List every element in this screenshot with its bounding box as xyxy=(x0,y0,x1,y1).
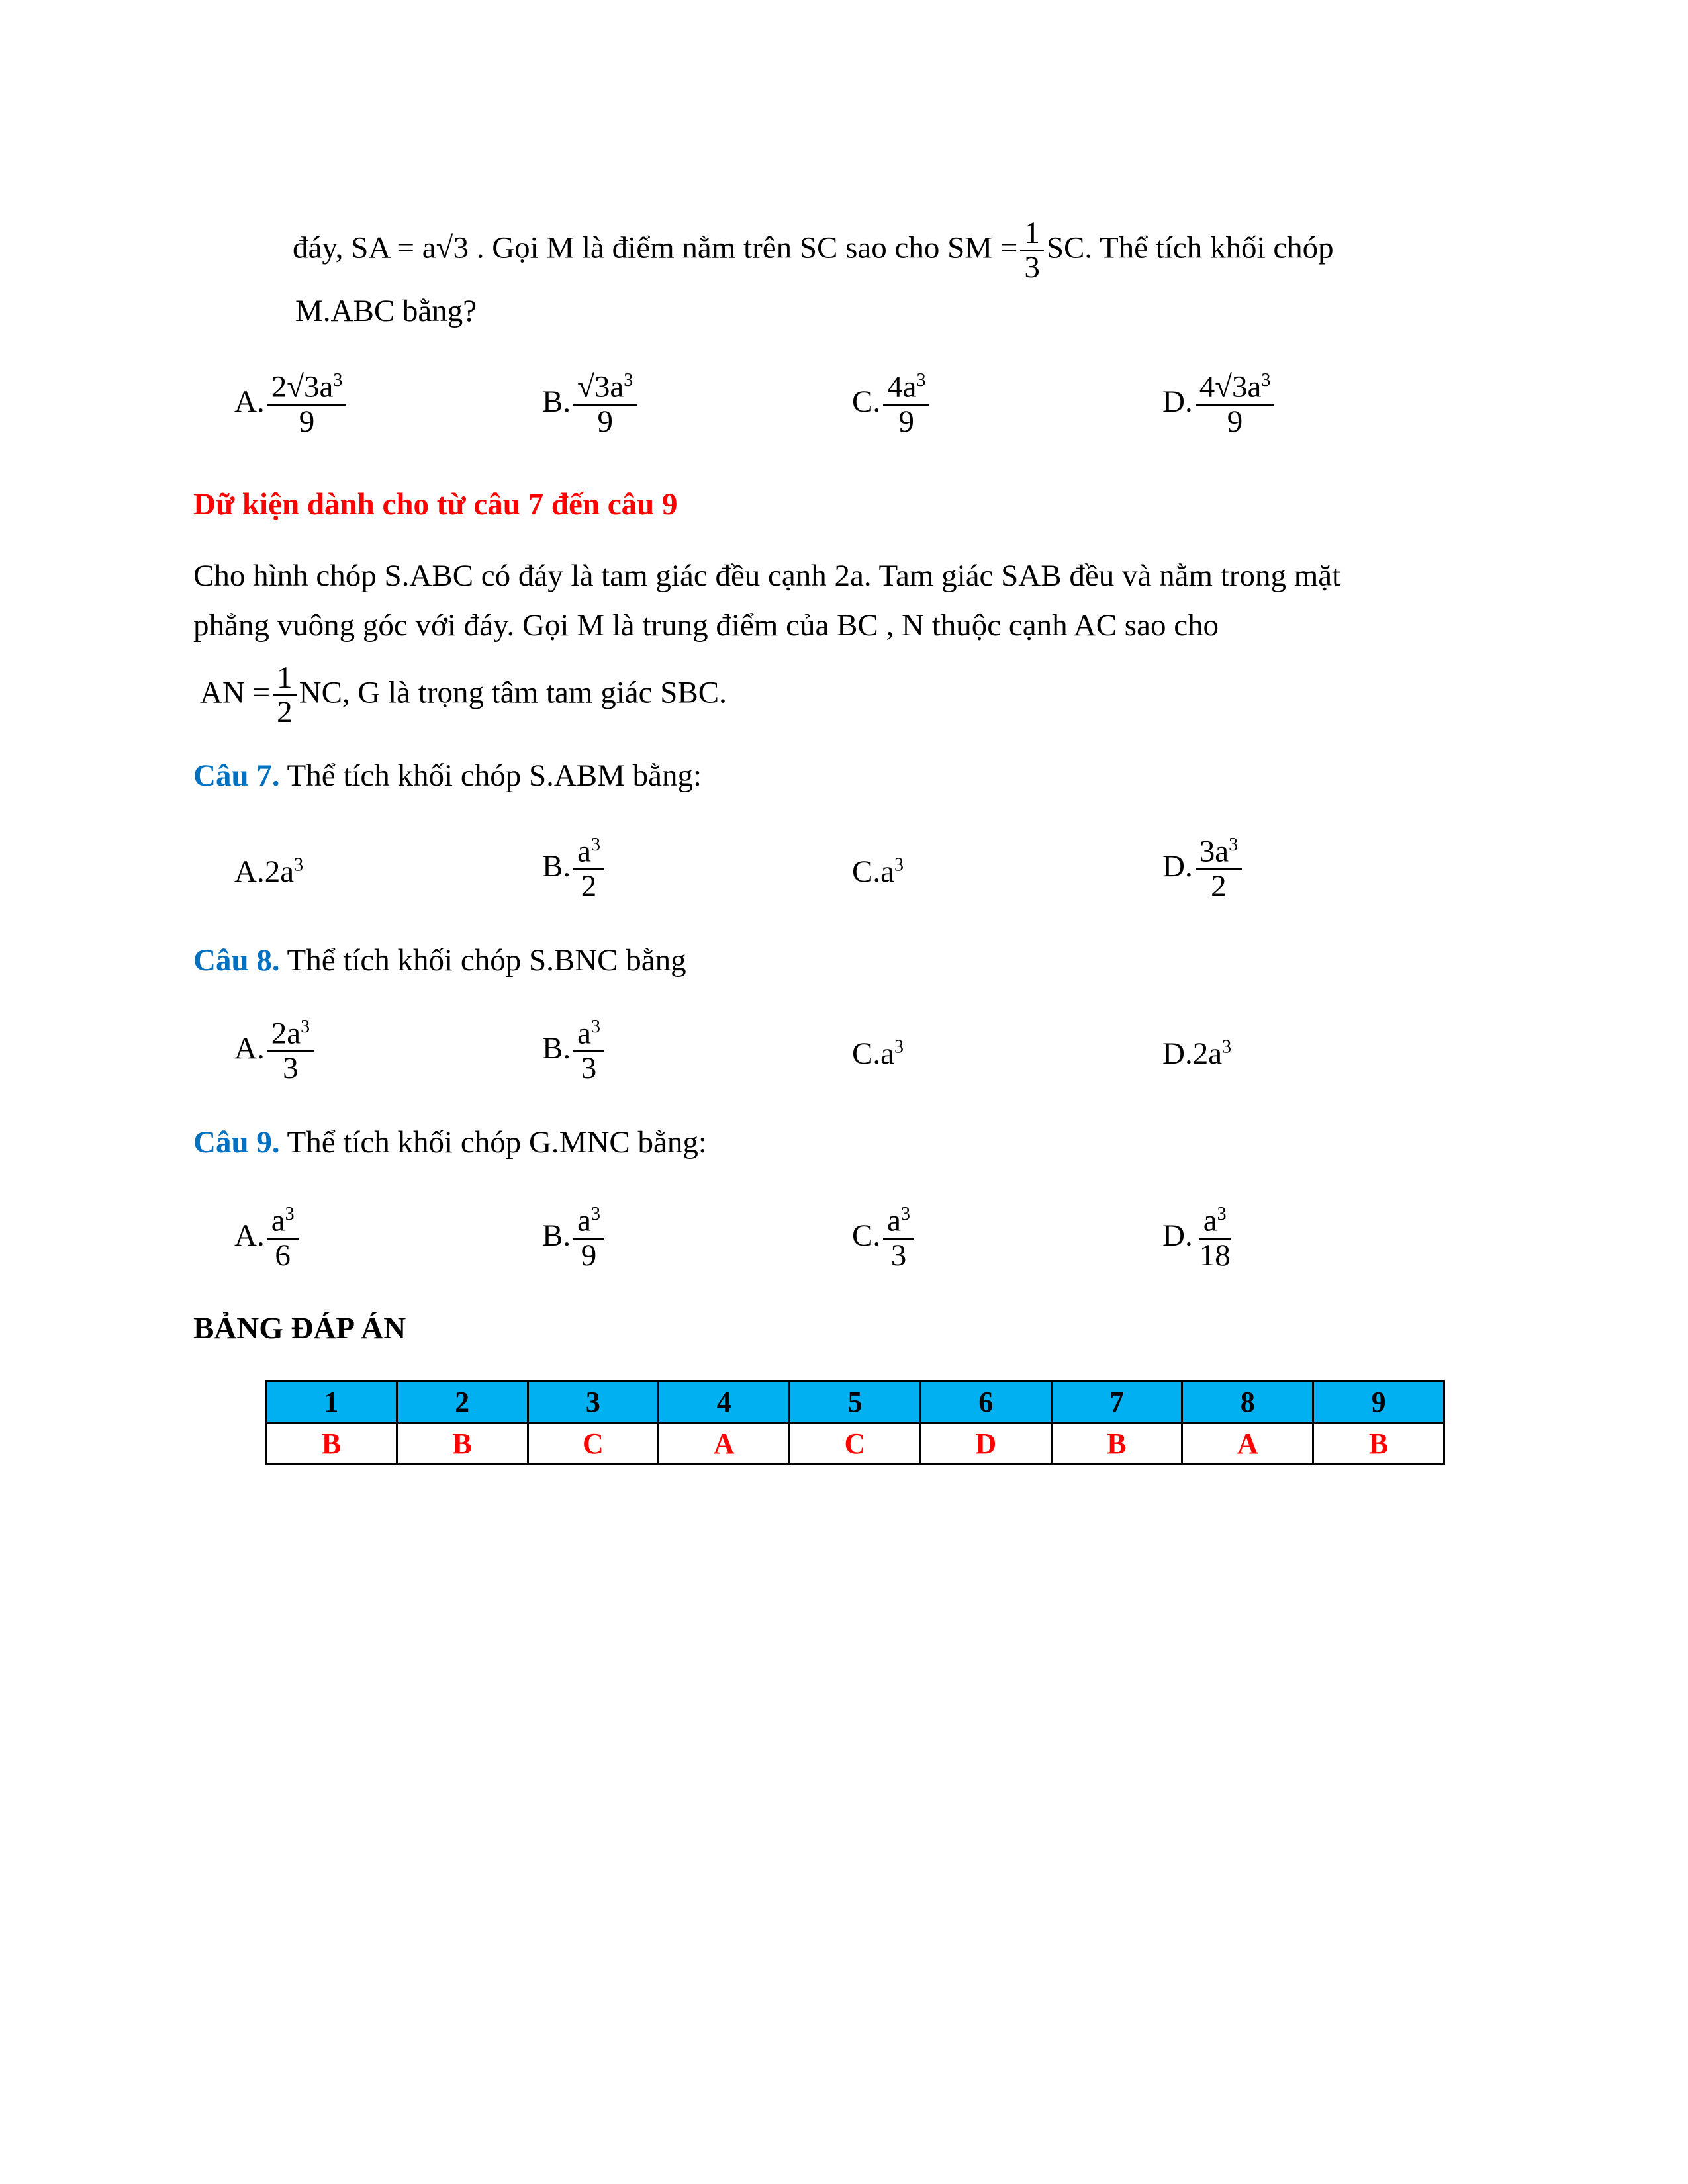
option-value: 2a xyxy=(264,854,295,889)
answer-key-answer: A xyxy=(659,1423,790,1465)
numerator xyxy=(573,1205,604,1240)
numerator-text: a xyxy=(887,1203,901,1238)
answer-option[interactable] xyxy=(852,854,904,889)
option-label: A. xyxy=(234,1218,265,1253)
answer-key-answer-row xyxy=(266,1423,1444,1465)
fraction xyxy=(1020,217,1044,285)
numerator-text: 4√3a xyxy=(1199,369,1262,404)
exponent: 3 xyxy=(590,1204,600,1224)
exponent: 3 xyxy=(1229,835,1239,855)
numerator xyxy=(267,371,347,406)
exponent: 3 xyxy=(894,1036,904,1058)
answer-option[interactable] xyxy=(234,1205,301,1272)
answer-key-answer: B xyxy=(1313,1423,1444,1465)
numerator: 1 xyxy=(273,662,297,696)
numerator xyxy=(573,371,637,406)
q6-line1 xyxy=(293,217,1334,285)
exponent: 3 xyxy=(333,370,343,390)
answer-key-header-row xyxy=(266,1381,1444,1423)
denominator: 6 xyxy=(275,1238,291,1273)
option-label: B. xyxy=(542,384,571,419)
q9-stem xyxy=(193,1124,707,1160)
answer-key-answer: C xyxy=(528,1423,659,1465)
question-label: Câu 8. xyxy=(193,943,280,978)
fraction xyxy=(883,1205,914,1272)
answer-option[interactable] xyxy=(542,1017,607,1085)
answer-option[interactable] xyxy=(542,1205,607,1272)
answer-key-number: 2 xyxy=(397,1381,528,1423)
premise-line2: phẳng vuông góc với đáy. Gọi M là trung điểm của BC , N thuộc cạnh AC sao cho xyxy=(193,608,1219,643)
answer-key-number: 8 xyxy=(1182,1381,1313,1423)
answer-key-answer: B xyxy=(397,1423,528,1465)
question-text: Thể tích khối chóp G.MNC bằng: xyxy=(287,1125,707,1160)
answer-option[interactable] xyxy=(542,835,607,903)
option-label: B. xyxy=(542,848,571,884)
denominator: 2 xyxy=(581,869,597,903)
denominator: 9 xyxy=(1227,404,1243,439)
answer-key-number: 4 xyxy=(659,1381,790,1423)
option-label: C. xyxy=(852,384,881,419)
option-label: B. xyxy=(542,1030,571,1066)
answer-option[interactable] xyxy=(234,854,303,889)
exponent: 3 xyxy=(624,370,633,390)
answer-option[interactable] xyxy=(234,371,349,438)
exponent: 3 xyxy=(294,854,304,876)
denominator: 2 xyxy=(277,695,293,730)
option-label: C. xyxy=(852,1218,881,1253)
fraction xyxy=(1196,1205,1235,1272)
denominator: 3 xyxy=(890,1238,907,1273)
numerator xyxy=(883,1205,914,1240)
denominator: 3 xyxy=(581,1051,597,1085)
option-label: B. xyxy=(542,1218,571,1253)
option-label: C. xyxy=(852,1036,881,1071)
numerator xyxy=(267,1205,299,1240)
numerator-text: a xyxy=(577,1016,591,1051)
answer-option[interactable] xyxy=(234,1017,316,1085)
exponent: 3 xyxy=(1261,370,1271,390)
numerator xyxy=(267,1017,314,1052)
answer-key-number: 6 xyxy=(920,1381,1051,1423)
exponent: 3 xyxy=(1217,1204,1227,1224)
fraction xyxy=(883,371,929,438)
numerator-text: a xyxy=(1203,1203,1217,1238)
answer-key-answer: D xyxy=(920,1423,1051,1465)
numerator-text: 4a xyxy=(887,369,917,404)
answer-option[interactable] xyxy=(1162,1205,1237,1272)
fraction xyxy=(573,371,637,438)
fraction xyxy=(573,1017,604,1085)
denominator: 9 xyxy=(581,1238,597,1273)
option-label: D. xyxy=(1162,1218,1193,1253)
answer-option[interactable] xyxy=(1162,835,1244,903)
option-label: A. xyxy=(234,1030,265,1066)
denominator: 9 xyxy=(299,404,315,439)
denominator: 3 xyxy=(283,1051,299,1085)
exponent: 3 xyxy=(894,854,904,876)
exponent: 3 xyxy=(285,1204,295,1224)
numerator-text: 2a xyxy=(271,1016,301,1051)
numerator-text: 2√3a xyxy=(271,369,334,404)
numerator-text: 3a xyxy=(1199,834,1229,869)
fraction xyxy=(267,371,347,438)
premise-text-b: NC, G là trọng tâm tam giác SBC. xyxy=(299,675,727,710)
answer-option[interactable] xyxy=(1162,1036,1231,1071)
numerator xyxy=(573,835,604,870)
answer-key-answer: C xyxy=(790,1423,921,1465)
answer-option[interactable] xyxy=(1162,371,1277,438)
q6-text-b: SC. Thể tích khối chóp xyxy=(1046,230,1334,265)
numerator-text: a xyxy=(577,834,591,869)
option-label: D. xyxy=(1162,848,1193,884)
premise-text-a: AN = xyxy=(200,675,271,710)
answer-key-answer: A xyxy=(1182,1423,1313,1465)
fraction xyxy=(273,662,297,729)
fraction xyxy=(267,1205,299,1272)
option-label: A. xyxy=(234,384,265,419)
numerator-text: a xyxy=(271,1203,285,1238)
numerator xyxy=(1196,835,1242,870)
answer-key-number: 1 xyxy=(266,1381,397,1423)
answer-key-answer: B xyxy=(266,1423,397,1465)
section-heading: Dữ kiện dành cho từ câu 7 đến câu 9 xyxy=(193,487,678,522)
fraction xyxy=(267,1017,314,1085)
option-label: A. xyxy=(234,854,265,889)
exponent: 3 xyxy=(1222,1036,1232,1058)
answer-key-number: 5 xyxy=(790,1381,921,1423)
fraction xyxy=(573,835,604,903)
question-label: Câu 9. xyxy=(193,1125,280,1160)
fraction xyxy=(1196,371,1275,438)
answer-option[interactable] xyxy=(852,1036,904,1071)
question-text: Thể tích khối chóp S.ABM bằng: xyxy=(287,758,702,793)
q6-text-a: đáy, SA = a√3 . Gọi M là điểm nằm trên SC sao cho SM = xyxy=(293,230,1018,265)
exponent: 3 xyxy=(590,835,600,855)
answer-option[interactable] xyxy=(852,371,932,438)
answer-option[interactable] xyxy=(542,371,639,438)
option-value: a xyxy=(880,854,894,889)
answer-key-number: 9 xyxy=(1313,1381,1444,1423)
numerator-text: √3a xyxy=(577,369,624,404)
fraction xyxy=(573,1205,604,1272)
answer-key-number: 3 xyxy=(528,1381,659,1423)
question-text: Thể tích khối chóp S.BNC bằng xyxy=(287,943,686,978)
numerator xyxy=(883,371,929,406)
numerator-text: a xyxy=(577,1203,591,1238)
exponent: 3 xyxy=(916,370,926,390)
numerator xyxy=(573,1017,604,1052)
answer-option[interactable] xyxy=(852,1205,917,1272)
denominator: 3 xyxy=(1024,250,1040,285)
option-value: 2a xyxy=(1192,1036,1223,1071)
option-label: D. xyxy=(1162,384,1193,419)
answer-key-number: 7 xyxy=(1051,1381,1182,1423)
question-label: Câu 7. xyxy=(193,758,280,793)
option-label: D. xyxy=(1162,1036,1193,1071)
fraction xyxy=(1196,835,1242,903)
numerator xyxy=(1199,1205,1231,1240)
premise-line3 xyxy=(200,662,727,729)
answer-key-answer: B xyxy=(1051,1423,1182,1465)
q8-stem xyxy=(193,942,686,978)
exponent: 3 xyxy=(590,1017,600,1037)
denominator: 18 xyxy=(1199,1238,1231,1273)
answer-key-title: BẢNG ĐÁP ÁN xyxy=(193,1311,406,1345)
option-label: C. xyxy=(852,854,881,889)
option-value: a xyxy=(880,1036,894,1071)
answer-key-table xyxy=(265,1380,1445,1465)
q6-line2: M.ABC bằng? xyxy=(295,294,477,328)
denominator: 2 xyxy=(1211,869,1227,903)
exponent: 3 xyxy=(301,1017,310,1037)
denominator: 9 xyxy=(898,404,915,439)
denominator: 9 xyxy=(597,404,613,439)
premise-line1: Cho hình chóp S.ABC có đáy là tam giác đều cạnh 2a. Tam giác SAB đều và nằm trong mặt xyxy=(193,559,1341,593)
q7-stem xyxy=(193,758,702,794)
numerator xyxy=(1196,371,1275,406)
exponent: 3 xyxy=(900,1204,910,1224)
numerator: 1 xyxy=(1020,217,1044,251)
